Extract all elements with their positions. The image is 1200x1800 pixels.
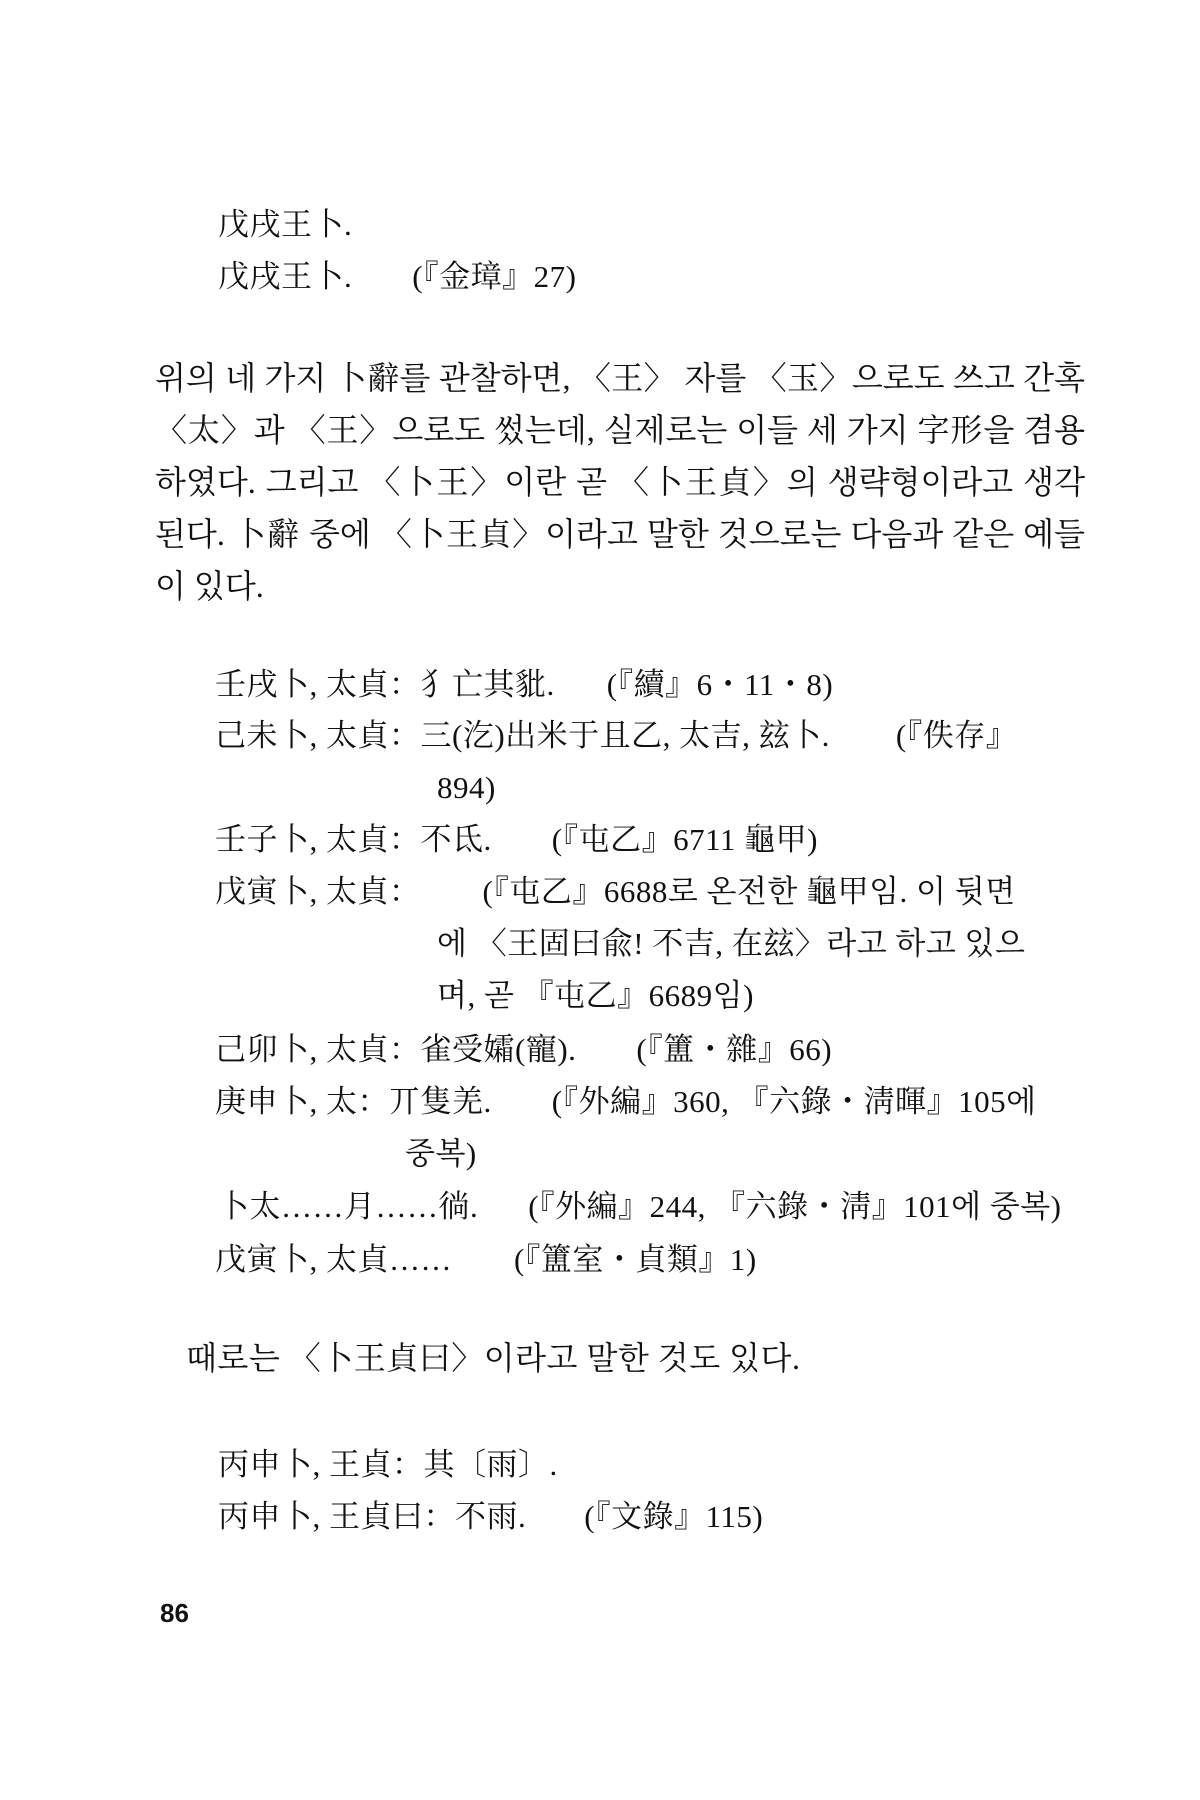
citation: (『文錄』115)	[584, 1499, 764, 1534]
example-line-2-continuation: 894)	[437, 770, 496, 805]
bottom-example-2	[218, 1497, 763, 1537]
example-label: 卜太……	[218, 1189, 344, 1224]
citation: (『屯乙』6688로 온전한 龜甲임. 이 뒷면	[482, 874, 1016, 909]
example-text: 雀受孀(寵).	[420, 1032, 577, 1067]
page-number: 86	[160, 1598, 189, 1628]
example-label: 壬子卜, 太貞：	[215, 822, 421, 857]
citation: (『佚存』	[895, 718, 1018, 753]
citation: (『外編』244, 『六錄・淸』101에 중복)	[528, 1189, 1062, 1224]
citation: (『金璋』27)	[412, 259, 577, 294]
citation: (『簠室・貞類』1)	[514, 1242, 757, 1277]
example-line-8	[215, 1240, 757, 1280]
example-text: 月……徜.	[344, 1189, 479, 1224]
example-line-6-continuation: 중복)	[405, 1136, 477, 1171]
example-text: 犭亡其豼.	[420, 667, 555, 702]
example-text: 丙申卜, 王貞：其〔雨〕.	[218, 1447, 558, 1482]
example-line-5	[215, 1030, 832, 1070]
example-label: 戊寅卜, 太貞：	[215, 874, 421, 909]
example-line-7	[218, 1187, 1061, 1227]
example-label: 戊寅卜, 太貞……	[215, 1242, 452, 1277]
example-line-3	[215, 820, 818, 860]
example-label: 己未卜, 太貞：	[215, 718, 421, 753]
top-example-2	[218, 257, 576, 297]
example-text: 丌隻羌.	[389, 1084, 492, 1119]
example-line-4-continuation: 에 〈王固曰兪! 不吉, 在玆〉라고 하고 있으	[437, 926, 1026, 961]
example-text: 丙申卜, 王貞曰：不雨.	[218, 1499, 527, 1534]
body-paragraph-1: 위의 네 가지 卜辭를 관찰하면, 〈王〉 자를 〈玉〉으로도 쓰고 간혹 〈太〉과 〈王〉으로도 썼는데, 실제로는 이들 세 가지 字形을 겸용하였다. 그리고 〈卜王〉이란 곧 〈卜王貞〉의 생략형이라고 생각된다. 卜辭 중에 〈卜王貞〉이라고 말한 것으로는 다음과 같은 예들이 있다.	[155, 360, 1085, 604]
citation: (『外編』360, 『六錄・淸暉』105에	[551, 1084, 1037, 1119]
citation: (『續』6・11・8)	[606, 667, 834, 702]
example-line-2	[215, 716, 1017, 756]
example-label: 己卯卜, 太貞：	[215, 1032, 421, 1067]
example-line-1	[215, 665, 833, 705]
example-line-6	[215, 1082, 1037, 1122]
example-label: 庚申卜, 太：	[215, 1084, 389, 1119]
citation: (『屯乙』6711 龜甲)	[551, 822, 818, 857]
example-line-4	[215, 872, 1016, 912]
bottom-example-1	[218, 1445, 558, 1485]
top-example-1	[218, 205, 352, 245]
citation: (『簠・雜』66)	[636, 1032, 833, 1067]
example-label: 壬戌卜, 太貞：	[215, 667, 421, 702]
example-text: 三(汔)出米于且乙, 太吉, 玆卜.	[420, 718, 830, 753]
example-text: 不氐.	[420, 822, 492, 857]
example-text: 戊戌王卜.	[218, 259, 353, 294]
example-line-4-continuation-2: 며, 곧 『屯乙』6689임)	[437, 978, 754, 1013]
example-text: 戊戌王卜.	[218, 207, 353, 242]
body-paragraph-2: 때로는 〈卜王貞曰〉이라고 말한 것도 있다.	[186, 1340, 801, 1376]
